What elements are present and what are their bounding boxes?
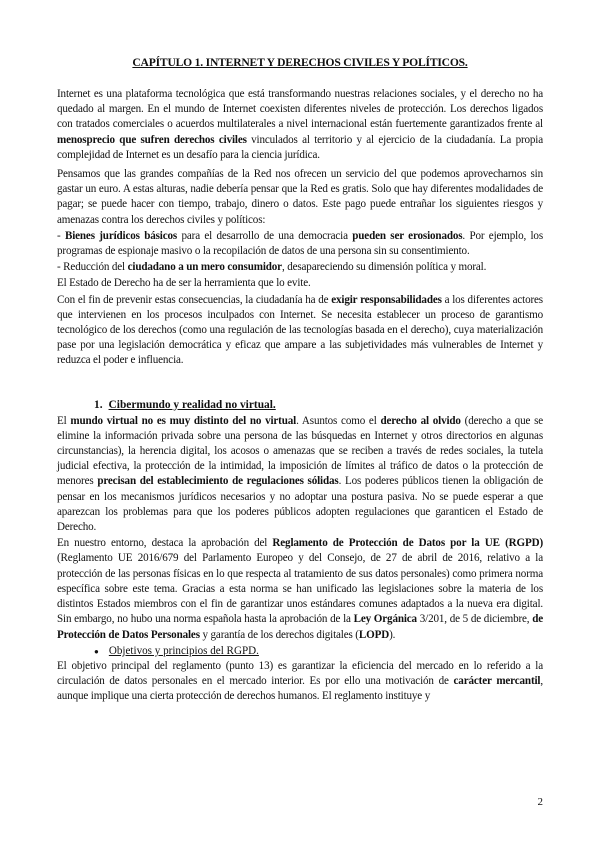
paragraph-objective [57,659,543,705]
paragraph-risk-2 [57,260,543,275]
text-run: . Por ejemplo, los programas de espionaje masivo o la recopilación de datos de una persona sin su consentimiento. [57,229,543,258]
text-run: El objetivo principal del reglamento (punto 13) es garantizar la eficiencia del mercado en lo referido a la circulación de datos personales en el mercado interior. Es por ello una motivación de [57,659,543,687]
section-title: Cibermundo y realidad no virtual. [108,398,276,411]
text-run: Internet es una plataforma tecnológica que está transformando nuestras relaciones sociales, y el derecho no ha quedado al margen. En el mundo de Internet coexisten diferentes niveles de protección. Los derechos ligados con tratados comerciales o acuerdos multilaterales a nivel internacional están fuertemente garantizados frente al [57,88,543,131]
text-run: (derecho a que se elimine la información privada sobre una persona de las búsquedas en Internet y otros directorios en algunas circunstancias), la herencia digital, los acosos o amenazas que se reciben a través de redes sociales, la tutela judicial efectiva, la protección de la intimidad, la imposición de límites al tráfico de datos o la protección de menores [57,414,544,488]
bold-run: Bienes jurídicos básicos [64,229,178,242]
text-run: - Reducción del [57,261,128,274]
spacer [57,373,543,399]
bold-run: exigir responsabilidades [331,293,442,306]
bullet-text: Objetivos y principios del RGPD. [108,644,259,657]
text-run: (Reglamento UE 2016/679 del Parlamento Europeo y del Consejo, de 27 de abril de 2016, relativo a la protección de las personas físicas en lo que respecta al tratamiento de sus datos personales) como primera norma específica sobre este tema. Gracias a esta norma se han unificado las legislaciones sobre la materia de los distintos Estados miembros con el fin de garantizar unos estándares comunes adaptados a la nueva era digital. Sin embargo, no hubo una norma española hasta la aprobación de la [57,552,543,626]
bold-run: pueden ser erosionados [352,229,463,242]
bullet-dot-icon: ● [94,646,99,656]
text-run: El [57,414,71,427]
paragraph-risk-1 [57,229,543,259]
bold-run: menosprecio que sufren derechos civiles [57,133,247,146]
text-run: . Asuntos como el [296,414,381,427]
document-page [57,48,543,708]
paragraph-virtual-world [57,414,543,536]
bold-run: Reglamento de Protección de Datos por la UE (RGPD) [272,537,543,550]
bold-run: LOPD [358,628,390,641]
paragraph-intro [57,87,543,163]
text-run: 3/201, de 5 de diciembre, [416,613,533,626]
bold-run: carácter mercantil [453,674,541,687]
bold-run: precisan del establecimiento de regulaciones sólidas [97,475,339,488]
text-run: vinculados al territorio y al ejercicio de la ciudadanía. La propia complejidad de Internet es un desafío para la ciencia jurídica. [57,133,544,161]
text-run: , aunque implique una cierta protección de derechos humanos. El reglamento instituye y [57,674,543,703]
text-run: En nuestro entorno, destaca la aprobación del [57,537,273,550]
section-number: 1. [94,398,103,411]
text-run: , desapareciendo su dimensión política y moral. [281,261,487,274]
paragraph-payment: Pensamos que las grandes compañías de la Red nos ofrecen un servicio del que podemos aprovecharnos sin gastar un euro. A estas alturas, nadie debería pensar que la Red es gratis. Solo que hay diferentes modalidades de pagar; se puede hacer con tiempo, trabajo, dinero o datos. Este pago puede entrañar los siguientes riesgos y amenazas contra los derechos civiles y políticos: [57,168,543,226]
bold-run: de Protección de Datos Personales [57,613,544,641]
bold-run: Ley Orgánica [353,613,417,626]
bullet-item [94,644,543,659]
text-run: y garantía de los derechos digitales ( [199,628,359,641]
paragraph-rgpd [57,536,543,642]
text-run: ). [389,628,396,641]
text-run: Con el fin de prevenir estas consecuencias, la ciudadanía ha de [57,293,332,306]
chapter-title: CAPÍTULO 1. INTERNET Y DERECHOS CIVILES Y POLÍTICOS. [132,56,468,69]
bold-run: derecho al olvido [380,414,461,427]
text-run: a los diferentes actores que intervienen en los procesos inculpados con Internet. Se necesita establecer un proceso de garantismo tecnológico de los derechos (como una regulación de las tecnologías basada en el derecho), cuya materialización pase por una legislación democrática y eficaz que ampare a las subjetividades más vulnerables de Internet y reduzca el poder e influencia. [57,293,543,367]
text-run: - [57,229,65,242]
paragraph-responsibilities [57,293,543,369]
bold-run: mundo virtual no es muy distinto del no virtual [70,414,297,427]
page-number: 2 [537,796,543,808]
text-run: . Los poderes públicos tienen la obligación de pensar en los mecanismos jurídicos necesarios y no adoptar una postura pasiva. No se puede esperar a que aparezcan los problemas para que los poderes públicos adopten regulaciones que garanticen el Estado de Derecho. [57,475,544,534]
paragraph-rule-of-law: El Estado de Derecho ha de ser la herramienta que lo evite. [57,277,311,290]
section-heading [94,399,543,411]
bold-run: ciudadano a un mero consumidor [127,261,282,274]
text-run: para el desarrollo de una democracia [177,229,353,242]
